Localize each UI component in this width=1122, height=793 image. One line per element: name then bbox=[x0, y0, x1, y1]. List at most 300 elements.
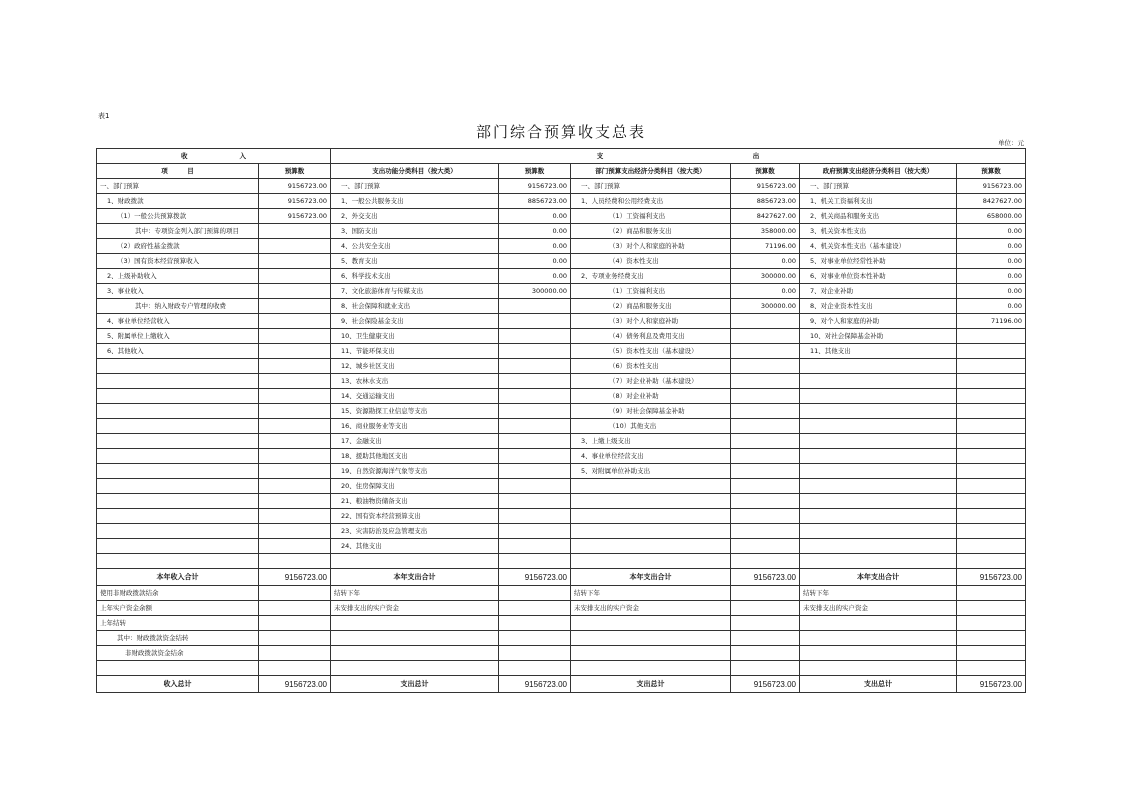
year-expense-label: 本年支出合计 bbox=[331, 569, 499, 586]
gov-econ-item bbox=[800, 359, 957, 374]
dept-econ-amount bbox=[731, 524, 800, 539]
gov-econ-amount: 658000.00 bbox=[957, 209, 1026, 224]
income-item bbox=[97, 479, 259, 494]
table-cell bbox=[571, 661, 731, 676]
gov-econ-item: 5、对事业单位经常性补助 bbox=[800, 254, 957, 269]
func-item: 11、节能环保支出 bbox=[331, 344, 499, 359]
year-expense-value: 9156723.00 bbox=[499, 569, 571, 586]
income-amount bbox=[259, 554, 331, 569]
expense-total-value: 9156723.00 bbox=[499, 676, 571, 693]
year-expense-label: 本年支出合计 bbox=[800, 569, 957, 586]
gov-econ-amount: 0.00 bbox=[957, 284, 1026, 299]
expense-header: 支 出 bbox=[331, 149, 1026, 164]
income-amount bbox=[259, 404, 331, 419]
dept-econ-header: 部门预算支出经济分类科目（按大类） bbox=[571, 164, 731, 179]
income-amount bbox=[259, 239, 331, 254]
func-item: 24、其他支出 bbox=[331, 539, 499, 554]
dept-econ-amount bbox=[731, 314, 800, 329]
carry-forward-label: 结转下年 bbox=[571, 586, 731, 601]
gov-econ-item bbox=[800, 539, 957, 554]
dept-econ-item bbox=[571, 494, 731, 509]
table-row bbox=[97, 359, 1026, 374]
table-cell bbox=[957, 661, 1026, 676]
table-cell bbox=[571, 616, 731, 631]
dept-econ-amount bbox=[731, 509, 800, 524]
dept-econ-item bbox=[571, 524, 731, 539]
table-cell bbox=[731, 661, 800, 676]
dept-econ-amount bbox=[731, 404, 800, 419]
prior-carry-label: 上年结转 bbox=[97, 616, 259, 631]
func-item: 22、国有资本经营预算支出 bbox=[331, 509, 499, 524]
func-item: 17、金融支出 bbox=[331, 434, 499, 449]
func-amount bbox=[499, 464, 571, 479]
func-item: 6、科学技术支出 bbox=[331, 269, 499, 284]
table-cell bbox=[731, 601, 800, 616]
func-item: 14、交通运输支出 bbox=[331, 389, 499, 404]
gov-econ-item bbox=[800, 524, 957, 539]
income-amount bbox=[259, 494, 331, 509]
gov-econ-amount: 9156723.00 bbox=[957, 179, 1026, 194]
income-amount bbox=[259, 524, 331, 539]
budget-header: 预算数 bbox=[957, 164, 1026, 179]
gov-econ-amount: 0.00 bbox=[957, 239, 1026, 254]
gov-econ-item bbox=[800, 479, 957, 494]
gov-econ-amount bbox=[957, 524, 1026, 539]
dept-econ-item: （3）对个人和家庭补助 bbox=[571, 314, 731, 329]
income-amount: 9156723.00 bbox=[259, 209, 331, 224]
carry-forward-label: 结转下年 bbox=[331, 586, 499, 601]
dept-econ-amount: 71196.00 bbox=[731, 239, 800, 254]
table-cell bbox=[259, 616, 331, 631]
income-item: 其中：纳入财政专户管理的收费 bbox=[97, 299, 259, 314]
func-item: 8、社会保障和就业支出 bbox=[331, 299, 499, 314]
func-amount bbox=[499, 389, 571, 404]
table-row bbox=[97, 616, 1026, 631]
gov-econ-item bbox=[800, 509, 957, 524]
income-item: 一、部门预算 bbox=[97, 179, 259, 194]
income-item bbox=[97, 449, 259, 464]
table-cell bbox=[259, 661, 331, 676]
expense-total-value: 9156723.00 bbox=[957, 676, 1026, 693]
income-amount bbox=[259, 299, 331, 314]
func-amount: 9156723.00 bbox=[499, 179, 571, 194]
table-cell bbox=[499, 646, 571, 661]
unit-label: 单位：元 bbox=[998, 139, 1024, 147]
gov-econ-item: 7、对企业补助 bbox=[800, 284, 957, 299]
table-cell bbox=[97, 661, 259, 676]
budget-header: 预算数 bbox=[499, 164, 571, 179]
income-item bbox=[97, 539, 259, 554]
table-row bbox=[97, 344, 1026, 359]
dept-econ-item: （8）对企业补助 bbox=[571, 389, 731, 404]
func-item: 18、援助其他地区支出 bbox=[331, 449, 499, 464]
income-amount bbox=[259, 329, 331, 344]
table-cell bbox=[331, 646, 499, 661]
table-row bbox=[97, 404, 1026, 419]
gov-econ-item bbox=[800, 494, 957, 509]
func-item: 9、社会保险基金支出 bbox=[331, 314, 499, 329]
income-amount bbox=[259, 464, 331, 479]
gov-econ-item: 10、对社会保障基金补助 bbox=[800, 329, 957, 344]
gov-econ-amount: 8427627.00 bbox=[957, 194, 1026, 209]
table-cell bbox=[731, 586, 800, 601]
func-amount: 8856723.00 bbox=[499, 194, 571, 209]
gov-econ-item: 9、对个人和家庭的补助 bbox=[800, 314, 957, 329]
gov-econ-amount bbox=[957, 374, 1026, 389]
gov-econ-item bbox=[800, 434, 957, 449]
func-amount bbox=[499, 524, 571, 539]
gov-econ-amount bbox=[957, 554, 1026, 569]
dept-econ-item: （4）资本性支出 bbox=[571, 254, 731, 269]
dept-econ-amount bbox=[731, 389, 800, 404]
table-row bbox=[97, 224, 1026, 239]
table-cell bbox=[800, 646, 957, 661]
expense-total-label: 支出总计 bbox=[571, 676, 731, 693]
dept-econ-amount: 0.00 bbox=[731, 284, 800, 299]
income-item: 6、其他收入 bbox=[97, 344, 259, 359]
income-total-label: 收入总计 bbox=[97, 676, 259, 693]
table-cell bbox=[259, 631, 331, 646]
gov-econ-item: 11、其他支出 bbox=[800, 344, 957, 359]
func-item: 20、住房保障支出 bbox=[331, 479, 499, 494]
func-amount bbox=[499, 434, 571, 449]
gov-econ-amount: 0.00 bbox=[957, 299, 1026, 314]
dept-econ-item: 3、上缴上级支出 bbox=[571, 434, 731, 449]
income-amount bbox=[259, 344, 331, 359]
func-item: 23、灾害防治及应急管理支出 bbox=[331, 524, 499, 539]
income-amount bbox=[259, 314, 331, 329]
dept-econ-item: （3）对个人和家庭的补助 bbox=[571, 239, 731, 254]
gov-econ-item: 4、机关资本性支出（基本建设） bbox=[800, 239, 957, 254]
year-expense-value: 9156723.00 bbox=[731, 569, 800, 586]
table-cell bbox=[331, 631, 499, 646]
gov-econ-amount: 0.00 bbox=[957, 254, 1026, 269]
budget-summary-table bbox=[96, 148, 1026, 693]
income-item: 2、上级补助收入 bbox=[97, 269, 259, 284]
page-title: 部门综合预算收支总表 bbox=[475, 123, 646, 141]
func-item: 4、公共安全支出 bbox=[331, 239, 499, 254]
table-row bbox=[97, 524, 1026, 539]
gov-econ-amount bbox=[957, 389, 1026, 404]
dept-econ-amount bbox=[731, 419, 800, 434]
income-item bbox=[97, 464, 259, 479]
func-item: 12、城乡社区支出 bbox=[331, 359, 499, 374]
func-amount bbox=[499, 539, 571, 554]
gov-econ-amount: 0.00 bbox=[957, 269, 1026, 284]
dept-econ-amount bbox=[731, 359, 800, 374]
dept-econ-item: 2、专项业务经费支出 bbox=[571, 269, 731, 284]
year-income-value: 9156723.00 bbox=[259, 569, 331, 586]
dept-econ-amount bbox=[731, 449, 800, 464]
income-amount: 9156723.00 bbox=[259, 194, 331, 209]
gov-econ-amount bbox=[957, 344, 1026, 359]
income-item: 其中：专项资金列入部门预算的项目 bbox=[97, 224, 259, 239]
income-item: 5、附属单位上缴收入 bbox=[97, 329, 259, 344]
income-amount bbox=[259, 374, 331, 389]
func-amount: 0.00 bbox=[499, 209, 571, 224]
income-amount bbox=[259, 539, 331, 554]
table-cell bbox=[957, 601, 1026, 616]
dept-econ-amount bbox=[731, 464, 800, 479]
func-item: 2、外交支出 bbox=[331, 209, 499, 224]
unarranged-label: 未安排支出的实户资金 bbox=[331, 601, 499, 616]
gov-econ-amount bbox=[957, 404, 1026, 419]
income-total-value: 9156723.00 bbox=[259, 676, 331, 693]
table-row bbox=[97, 449, 1026, 464]
func-amount bbox=[499, 419, 571, 434]
func-item: 7、文化旅游体育与传媒支出 bbox=[331, 284, 499, 299]
dept-econ-item bbox=[571, 539, 731, 554]
income-item bbox=[97, 374, 259, 389]
func-amount bbox=[499, 299, 571, 314]
gov-econ-amount bbox=[957, 359, 1026, 374]
func-amount bbox=[499, 449, 571, 464]
dept-econ-item: （1）工资福利支出 bbox=[571, 209, 731, 224]
dept-econ-item: （5）资本性支出（基本建设） bbox=[571, 344, 731, 359]
budget-header: 预算数 bbox=[731, 164, 800, 179]
func-item: 5、教育支出 bbox=[331, 254, 499, 269]
func-amount: 0.00 bbox=[499, 224, 571, 239]
dept-econ-amount: 300000.00 bbox=[731, 299, 800, 314]
table-cell bbox=[499, 631, 571, 646]
gov-econ-amount bbox=[957, 509, 1026, 524]
gov-econ-item: 8、对企业资本性支出 bbox=[800, 299, 957, 314]
table-cell bbox=[957, 646, 1026, 661]
table-row bbox=[97, 539, 1026, 554]
table-row bbox=[97, 239, 1026, 254]
table-cell bbox=[731, 646, 800, 661]
gov-econ-header: 政府预算支出经济分类科目（按大类） bbox=[800, 164, 957, 179]
table-row bbox=[97, 284, 1026, 299]
func-item: 13、农林水支出 bbox=[331, 374, 499, 389]
gov-econ-amount bbox=[957, 479, 1026, 494]
dept-econ-item: （7）对企业补助（基本建设） bbox=[571, 374, 731, 389]
gov-econ-item bbox=[800, 389, 957, 404]
table-row bbox=[97, 209, 1026, 224]
gov-econ-item: 3、机关资本性支出 bbox=[800, 224, 957, 239]
table-cell bbox=[731, 616, 800, 631]
table-row bbox=[97, 569, 1026, 586]
gov-econ-amount bbox=[957, 464, 1026, 479]
dept-econ-amount: 8856723.00 bbox=[731, 194, 800, 209]
table-cell bbox=[571, 631, 731, 646]
gov-econ-item bbox=[800, 374, 957, 389]
nonfiscal-balance-label: 使用非财政拨款结余 bbox=[97, 586, 259, 601]
gov-econ-item: 1、机关工资福利支出 bbox=[800, 194, 957, 209]
income-amount bbox=[259, 269, 331, 284]
income-item: 1、财政拨款 bbox=[97, 194, 259, 209]
year-expense-value: 9156723.00 bbox=[957, 569, 1026, 586]
unarranged-label: 未安排支出的实户资金 bbox=[800, 601, 957, 616]
gov-econ-amount bbox=[957, 494, 1026, 509]
income-item bbox=[97, 359, 259, 374]
dept-econ-amount: 9156723.00 bbox=[731, 179, 800, 194]
func-amount bbox=[499, 314, 571, 329]
dept-econ-item: （4）债务利息及费用支出 bbox=[571, 329, 731, 344]
func-item: 16、商业服务业等支出 bbox=[331, 419, 499, 434]
income-item bbox=[97, 509, 259, 524]
func-amount: 300000.00 bbox=[499, 284, 571, 299]
gov-econ-amount bbox=[957, 449, 1026, 464]
table-row bbox=[97, 269, 1026, 284]
func-amount bbox=[499, 359, 571, 374]
table-row bbox=[97, 586, 1026, 601]
item-header: 项 目 bbox=[97, 164, 259, 179]
table-cell bbox=[957, 586, 1026, 601]
income-item: （3）国有资本经营预算收入 bbox=[97, 254, 259, 269]
dept-econ-item: （2）商品和服务支出 bbox=[571, 299, 731, 314]
year-income-label: 本年收入合计 bbox=[97, 569, 259, 586]
gov-econ-item bbox=[800, 554, 957, 569]
nonfiscal-carry-label: 非财政拨款资金结余 bbox=[97, 646, 259, 661]
income-amount bbox=[259, 509, 331, 524]
func-item: 1、一般公共服务支出 bbox=[331, 194, 499, 209]
dept-econ-item: （6）资本性支出 bbox=[571, 359, 731, 374]
table-row bbox=[97, 661, 1026, 676]
income-item: 3、事业收入 bbox=[97, 284, 259, 299]
prior-balance-label: 上年实户资金余额 bbox=[97, 601, 259, 616]
unarranged-label: 未安排支出的实户资金 bbox=[571, 601, 731, 616]
budget-header: 预算数 bbox=[259, 164, 331, 179]
func-amount bbox=[499, 509, 571, 524]
table-cell bbox=[957, 616, 1026, 631]
func-item: 一、部门预算 bbox=[331, 179, 499, 194]
dept-econ-amount bbox=[731, 374, 800, 389]
income-item bbox=[97, 554, 259, 569]
dept-econ-amount: 300000.00 bbox=[731, 269, 800, 284]
dept-econ-item: （9）对社会保障基金补助 bbox=[571, 404, 731, 419]
gov-econ-amount bbox=[957, 434, 1026, 449]
dept-econ-amount: 358000.00 bbox=[731, 224, 800, 239]
table-row bbox=[97, 254, 1026, 269]
table-cell bbox=[957, 631, 1026, 646]
table-row bbox=[97, 194, 1026, 209]
table-cell bbox=[259, 601, 331, 616]
table-row bbox=[97, 509, 1026, 524]
table-row bbox=[97, 374, 1026, 389]
func-amount bbox=[499, 479, 571, 494]
table-row bbox=[97, 631, 1026, 646]
table-row bbox=[97, 434, 1026, 449]
dept-econ-amount: 0.00 bbox=[731, 254, 800, 269]
table-cell bbox=[800, 631, 957, 646]
table-cell bbox=[499, 586, 571, 601]
func-amount: 0.00 bbox=[499, 269, 571, 284]
func-item: 10、卫生健康支出 bbox=[331, 329, 499, 344]
income-item: （1）一般公共预算拨款 bbox=[97, 209, 259, 224]
func-item: 21、粮油物资储备支出 bbox=[331, 494, 499, 509]
table-cell bbox=[571, 646, 731, 661]
dept-econ-item: 一、部门预算 bbox=[571, 179, 731, 194]
table-row bbox=[97, 554, 1026, 569]
dept-econ-amount bbox=[731, 554, 800, 569]
income-item bbox=[97, 419, 259, 434]
table-row bbox=[97, 314, 1026, 329]
table-row bbox=[97, 479, 1026, 494]
table-cell bbox=[800, 661, 957, 676]
dept-econ-item bbox=[571, 479, 731, 494]
table-cell bbox=[331, 661, 499, 676]
func-amount bbox=[499, 344, 571, 359]
gov-econ-item bbox=[800, 404, 957, 419]
dept-econ-item bbox=[571, 509, 731, 524]
expense-total-value: 9156723.00 bbox=[731, 676, 800, 693]
gov-econ-item: 2、机关商品和服务支出 bbox=[800, 209, 957, 224]
table-row bbox=[97, 601, 1026, 616]
gov-econ-item bbox=[800, 449, 957, 464]
table-cell bbox=[331, 616, 499, 631]
income-amount bbox=[259, 479, 331, 494]
income-item bbox=[97, 404, 259, 419]
gov-econ-item: 一、部门预算 bbox=[800, 179, 957, 194]
func-amount bbox=[499, 329, 571, 344]
dept-econ-item: （2）商品和服务支出 bbox=[571, 224, 731, 239]
table-row bbox=[97, 494, 1026, 509]
func-amount bbox=[499, 374, 571, 389]
income-item bbox=[97, 524, 259, 539]
table-row bbox=[97, 179, 1026, 194]
table-cell bbox=[259, 646, 331, 661]
income-item bbox=[97, 494, 259, 509]
dept-econ-amount: 8427627.00 bbox=[731, 209, 800, 224]
gov-econ-amount bbox=[957, 539, 1026, 554]
income-amount: 9156723.00 bbox=[259, 179, 331, 194]
table-cell bbox=[499, 661, 571, 676]
gov-econ-amount bbox=[957, 419, 1026, 434]
income-amount bbox=[259, 284, 331, 299]
gov-econ-item: 6、对事业单位资本性补助 bbox=[800, 269, 957, 284]
income-amount bbox=[259, 224, 331, 239]
func-amount bbox=[499, 404, 571, 419]
func-item bbox=[331, 554, 499, 569]
income-amount bbox=[259, 254, 331, 269]
func-amount: 0.00 bbox=[499, 239, 571, 254]
dept-econ-item: （10）其他支出 bbox=[571, 419, 731, 434]
expense-total-label: 支出总计 bbox=[800, 676, 957, 693]
func-class-header: 支出功能分类科目（按大类） bbox=[331, 164, 499, 179]
income-item: （2）政府性基金拨款 bbox=[97, 239, 259, 254]
year-expense-label: 本年支出合计 bbox=[571, 569, 731, 586]
table-row bbox=[97, 646, 1026, 661]
table-row bbox=[97, 329, 1026, 344]
table-row bbox=[97, 419, 1026, 434]
gov-econ-amount: 0.00 bbox=[957, 224, 1026, 239]
table-row bbox=[97, 464, 1026, 479]
func-amount: 0.00 bbox=[499, 254, 571, 269]
income-item: 4、事业单位经营收入 bbox=[97, 314, 259, 329]
carry-forward-label: 结转下年 bbox=[800, 586, 957, 601]
income-amount bbox=[259, 449, 331, 464]
income-item bbox=[97, 389, 259, 404]
dept-econ-amount bbox=[731, 479, 800, 494]
income-amount bbox=[259, 419, 331, 434]
income-item bbox=[97, 434, 259, 449]
table-cell bbox=[731, 631, 800, 646]
dept-econ-amount bbox=[731, 344, 800, 359]
table-cell bbox=[499, 616, 571, 631]
gov-econ-amount bbox=[957, 329, 1026, 344]
fiscal-carry-label: 其中：财政拨款资金结转 bbox=[97, 631, 259, 646]
table-row bbox=[97, 389, 1026, 404]
func-item: 19、自然资源海洋气象等支出 bbox=[331, 464, 499, 479]
income-amount bbox=[259, 359, 331, 374]
dept-econ-item: 4、事业单位经营支出 bbox=[571, 449, 731, 464]
dept-econ-amount bbox=[731, 494, 800, 509]
table-cell bbox=[259, 586, 331, 601]
dept-econ-amount bbox=[731, 329, 800, 344]
table-row bbox=[97, 299, 1026, 314]
income-amount bbox=[259, 434, 331, 449]
